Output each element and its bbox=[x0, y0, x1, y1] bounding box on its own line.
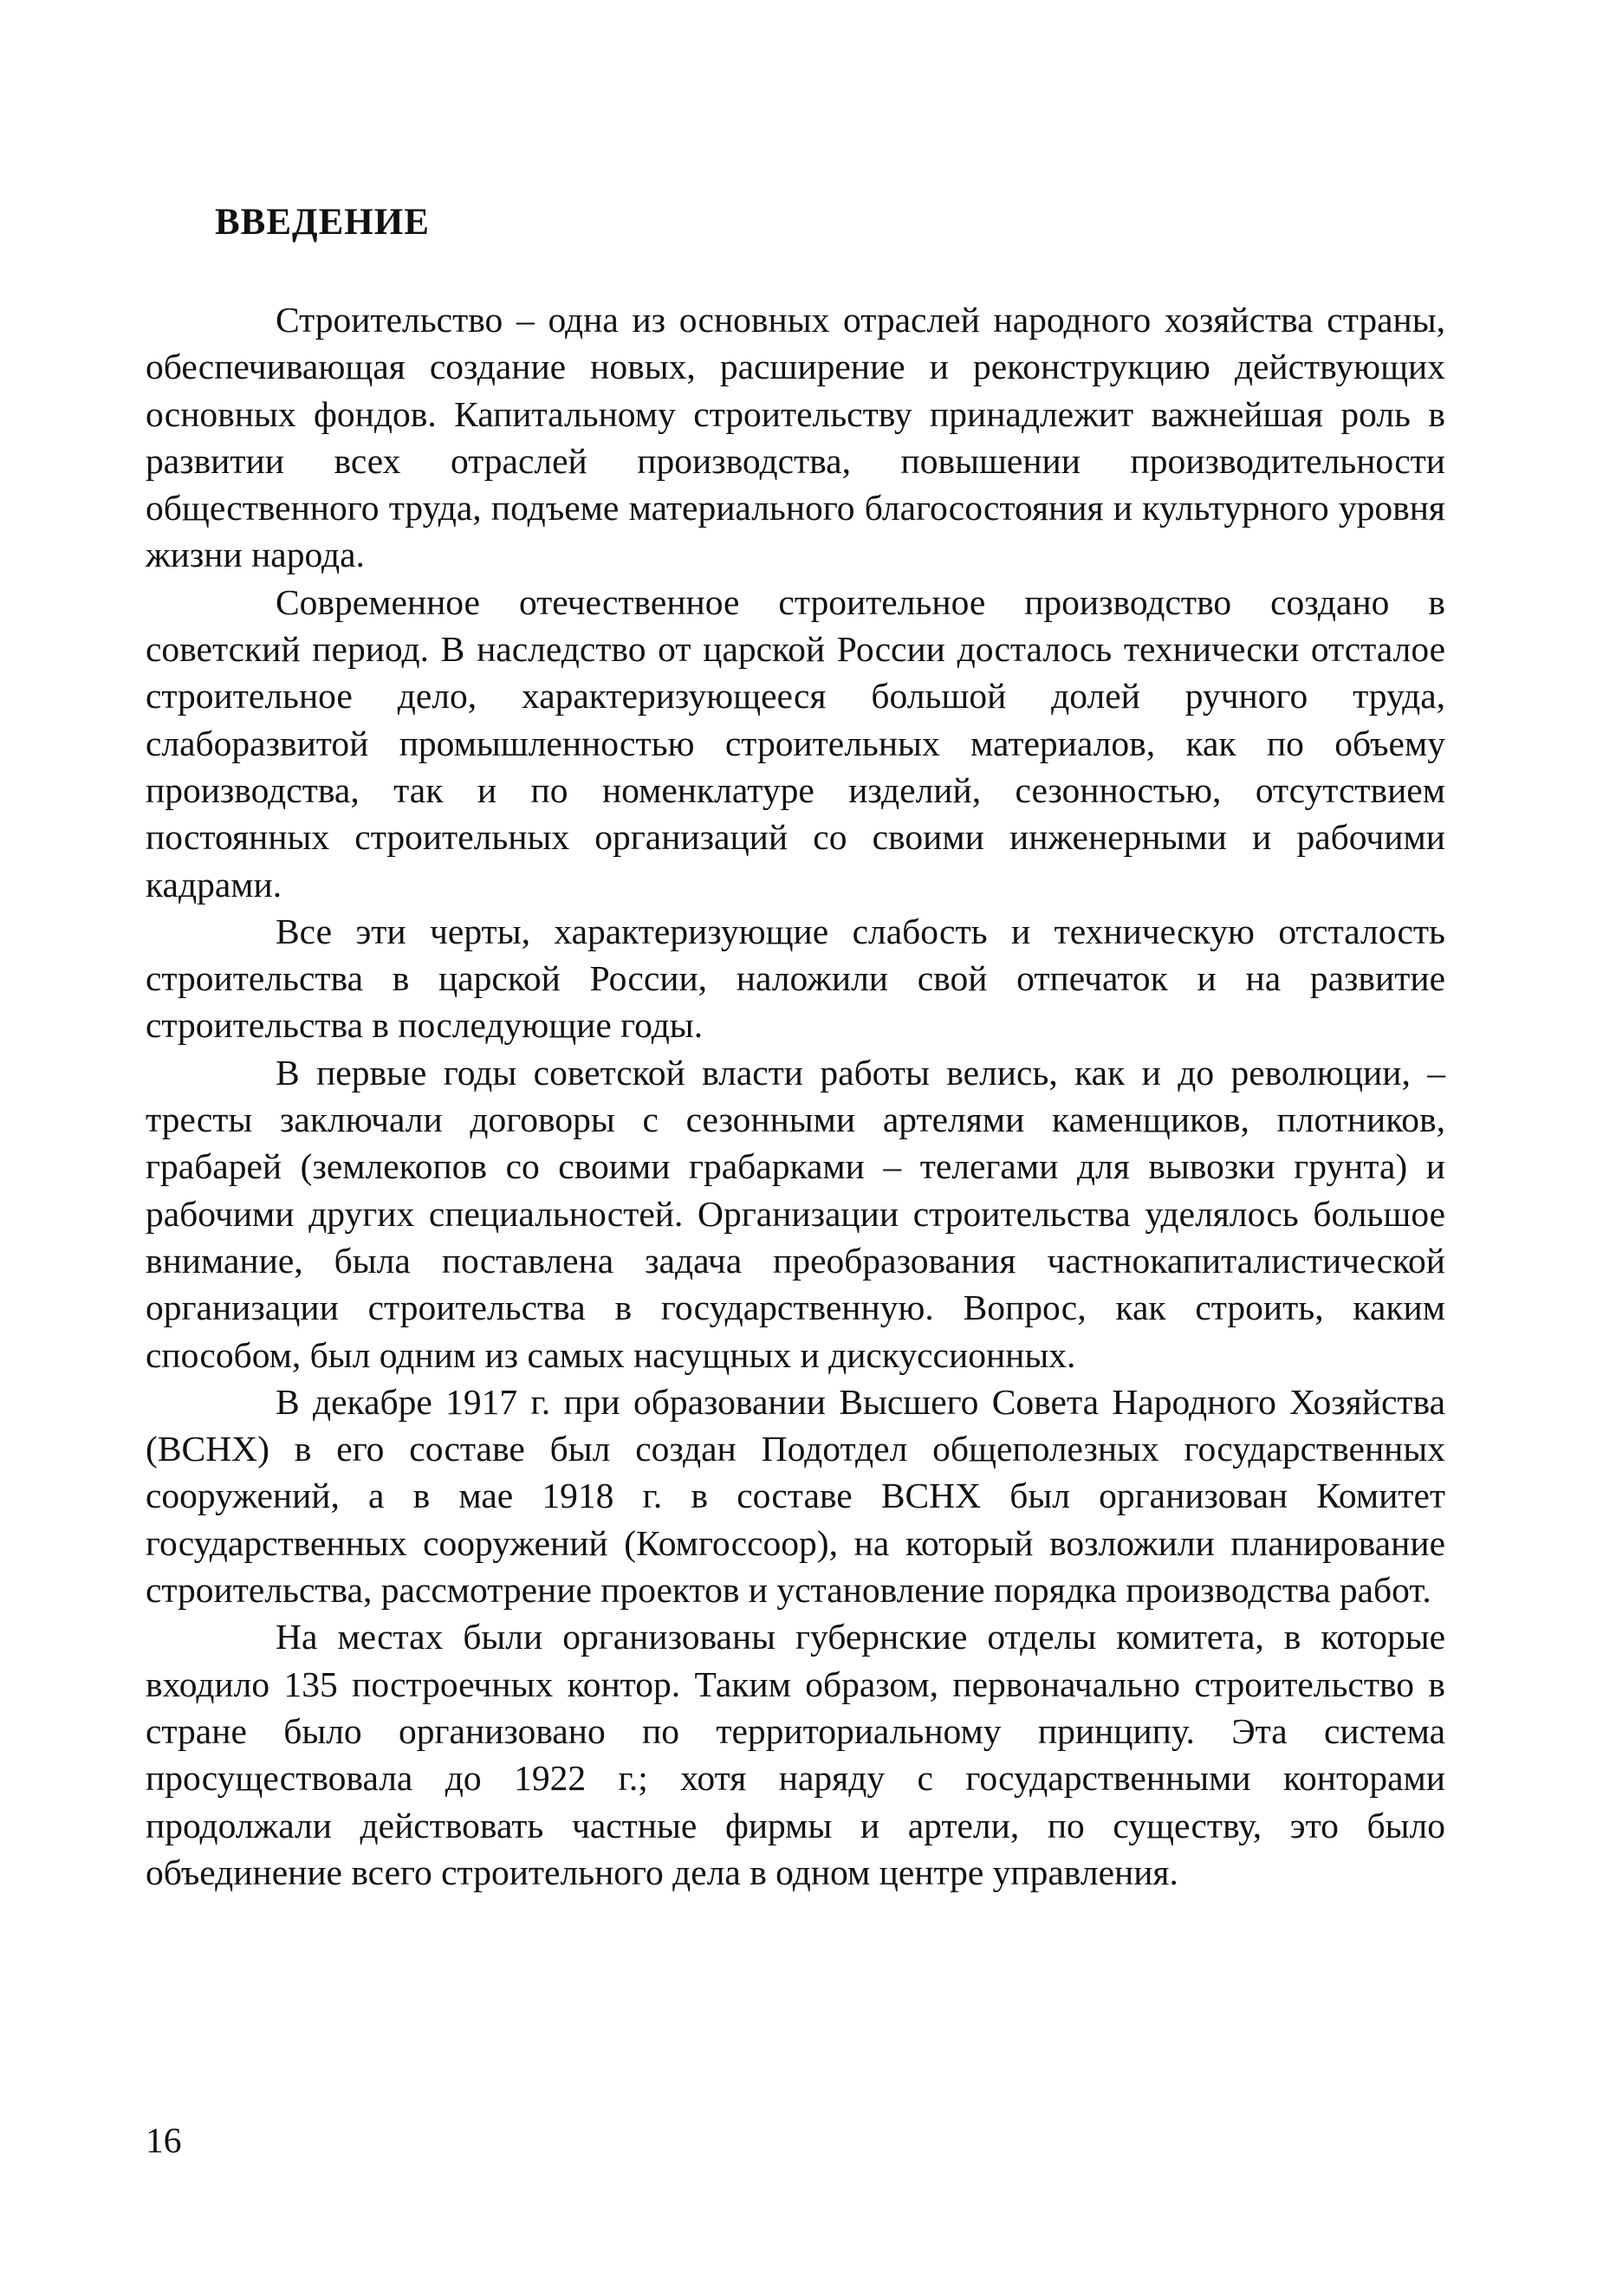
paragraph: Все эти черты, характеризующие слабость и техническую отсталость строительства в царской России, наложили свой отпечаток и на развитие строительства в последующие годы. bbox=[146, 911, 1445, 1046]
paragraph: На местах были организованы губернские отделы комитета, в которые входило 135 построечных контор. Таким образом, первоначально строительство в стране было организовано по территориальному принципу. Эта система просуществовала до 1922 г.; хотя наряду с государственными конторами продолжали действовать частные фирмы и артели, по существу, это было объединение всего строительного дела в одном центре управления. bbox=[146, 1617, 1445, 1892]
paragraph: Современное отечественное строительное производство создано в советский период. В наследство от царской России досталось технически отсталое строительное дело, характеризующееся большой долей ручного труда, слаборазвитой промышленностью строительных материалов, как по объему производства, так и по номенклатуре изделий, сезонностью, отсутствием постоянных строительных организаций со своими инженерными и рабочими кадрами. bbox=[146, 581, 1445, 905]
paragraph: В первые годы советской власти работы велись, как и до революции, – тресты заключали договоры с сезонными артелями каменщиков, плотников, грабарей (землекопов со своими грабарками – телегами для вывозки грунта) и рабочими других специальностей. Организации строительства уделялось большое внимание, была поставлена задача преобразования частнокапиталистической организации строительства в государственную. Вопрос, как строить, каким способом, был одним из самых насущных и дискуссионных. bbox=[146, 1052, 1445, 1375]
section-heading: ВВЕДЕНИЕ bbox=[215, 202, 430, 243]
paragraph: В декабре 1917 г. при образовании Высшего Совета Народного Хозяйства (ВСНХ) в его составе был создан Подотдел общеполезных государственных сооружений, а в мае 1918 г. в составе ВСНХ был организован Комитет государственных сооружений (Комгоссоор), на который возложили планирование строительства, рассмотрение проектов и установление порядка производства работ. bbox=[146, 1381, 1445, 1611]
page-number: 16 bbox=[146, 2120, 182, 2160]
paragraph: Строительство – одна из основных отраслей народного хозяйства страны, обеспечивающая создание новых, расширение и реконструкцию действующих основных фондов. Капитальному строительству принадлежит важнейшая роль в развитии всех отраслей производства, повышении производительности общественного труда, подъеме материального благосостояния и культурного уровня жизни народа. bbox=[146, 300, 1445, 575]
body-text bbox=[146, 296, 1445, 1896]
